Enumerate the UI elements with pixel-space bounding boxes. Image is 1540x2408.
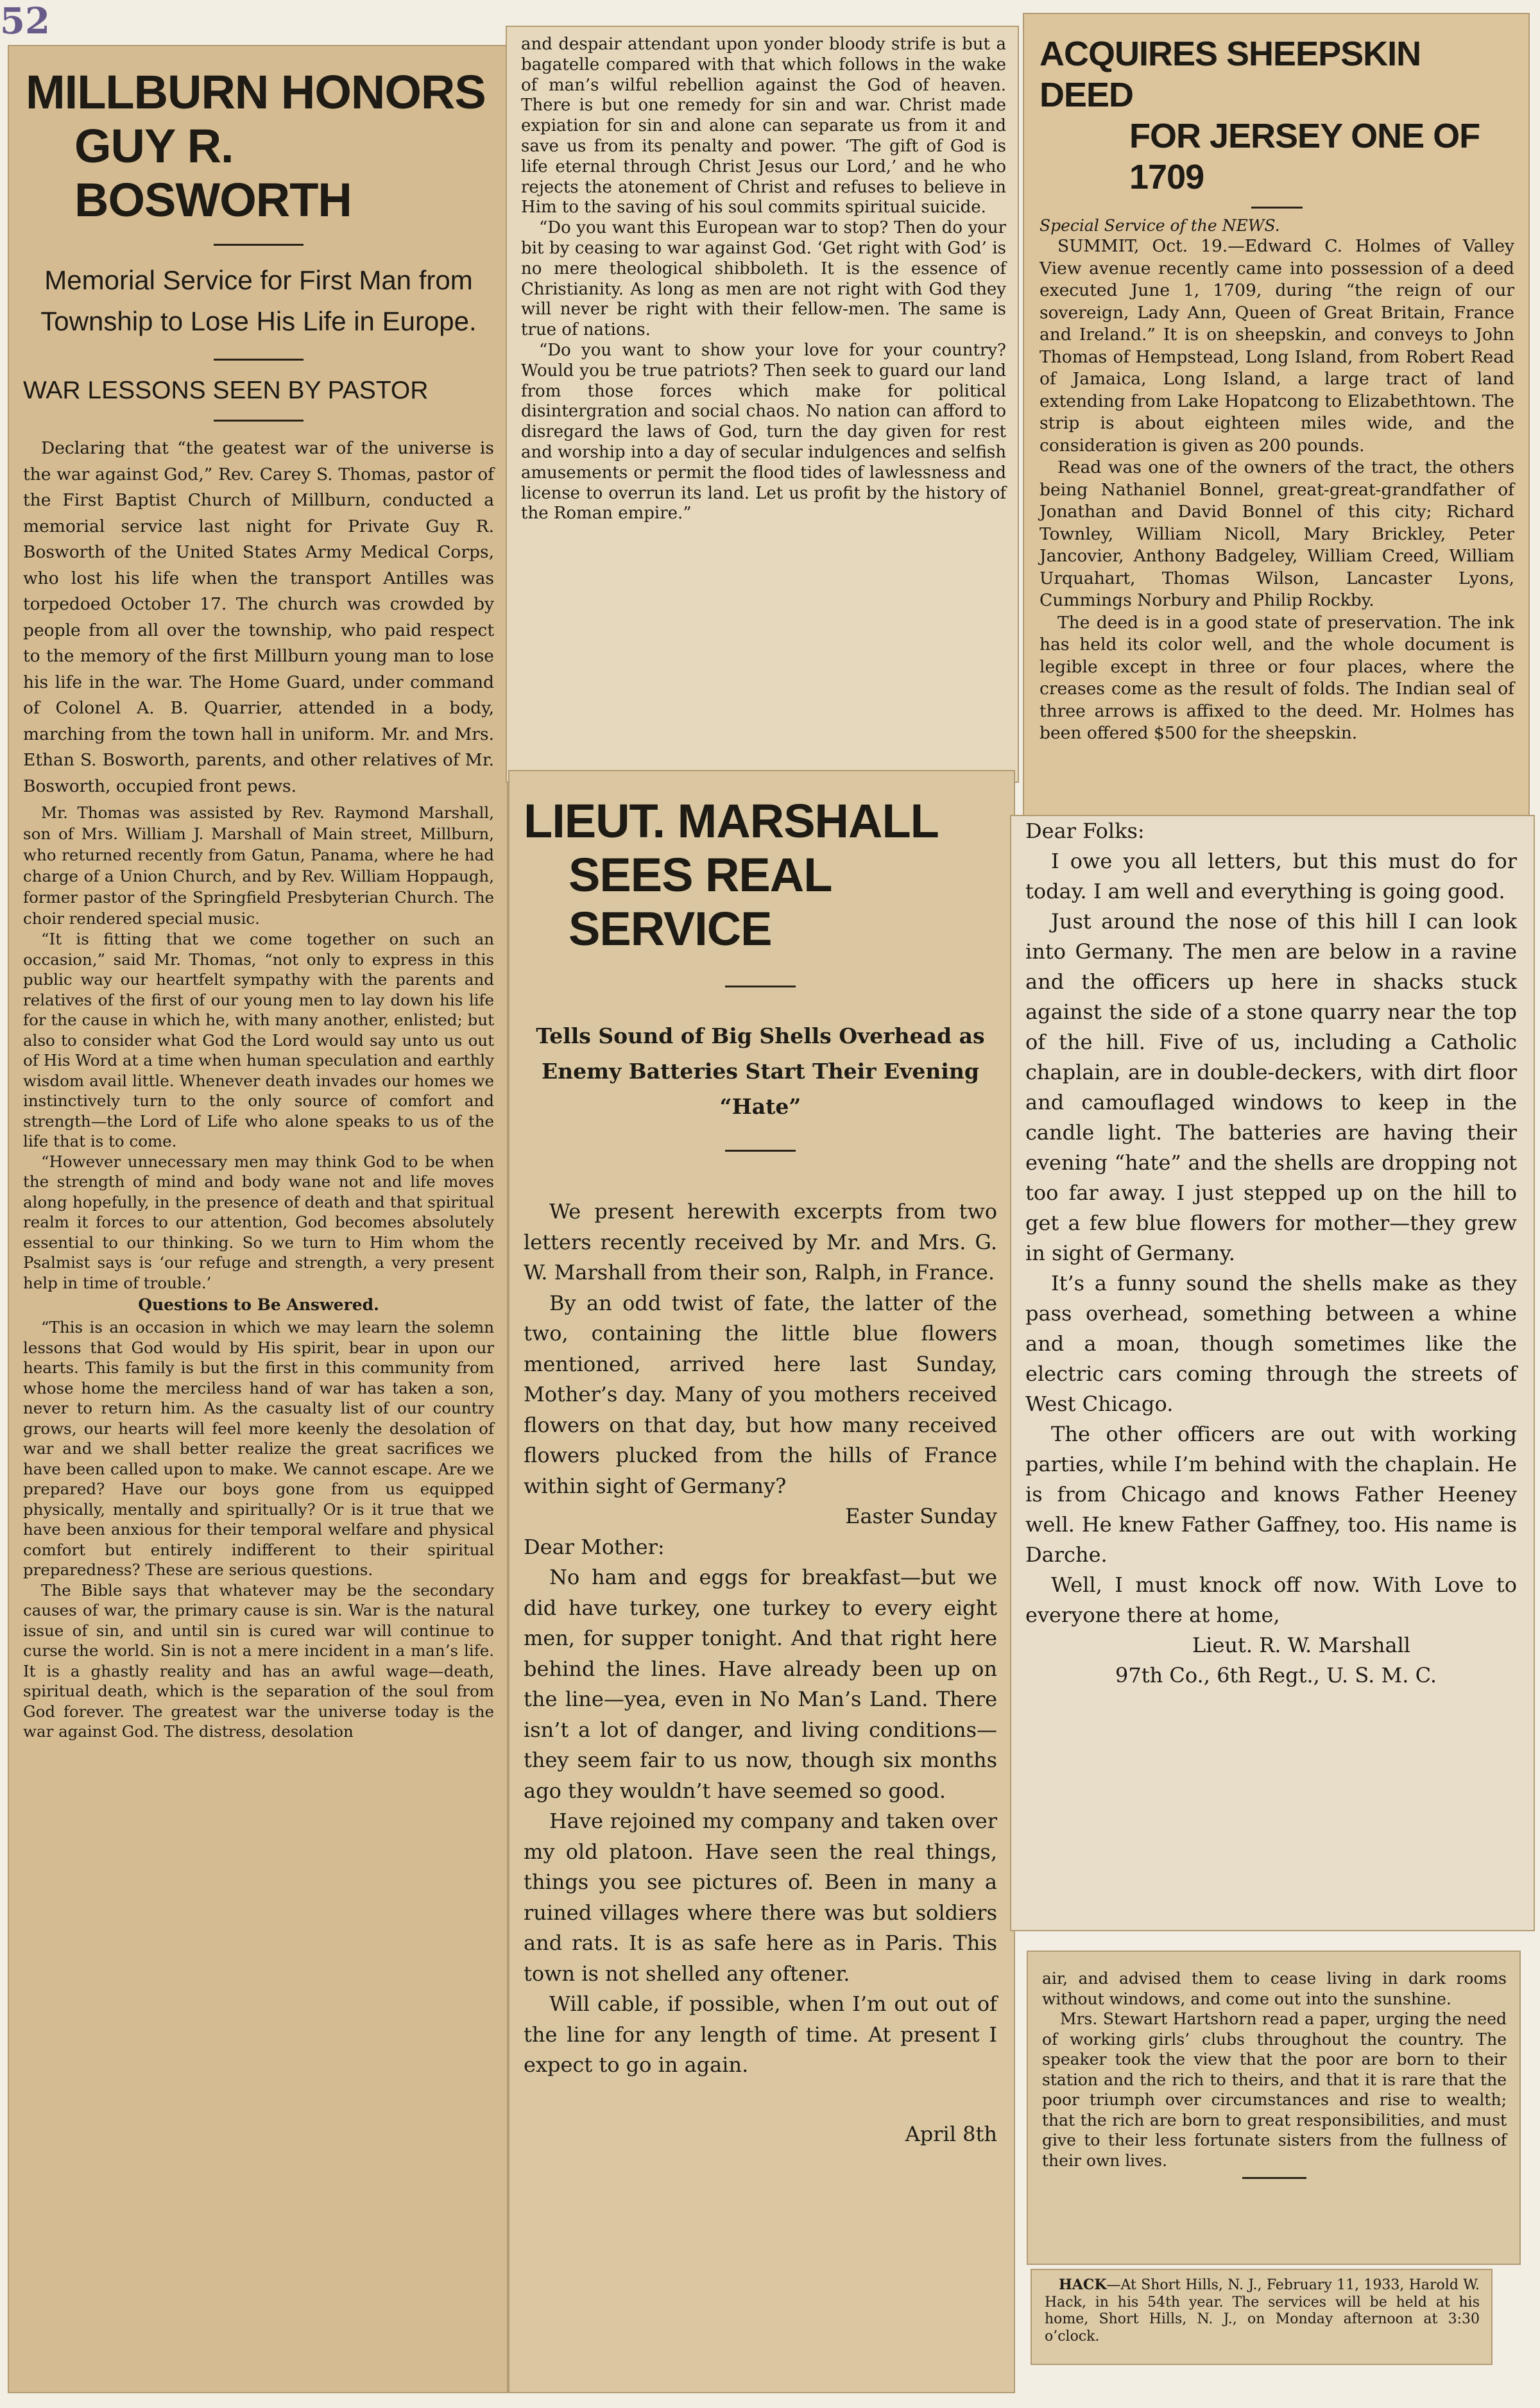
paragraph: By an odd twist of fate, the latter of the two, containing the little blue flowers mentioned, arrived here last Sunday, Mother’s day. Many of you mothers received flowers on that day, but how many received flowers plucked from the hills of France within sight of Germany?	[524, 1290, 997, 1498]
paragraph: and despair attendant upon yonder bloody strife is but a bagatelle compared with that which follows in the wake of man’s wilful rebellion against the God of heaven. There is but one remedy for sin and war. Christ made expiation for sin and alone can separate us from it and save us from its penalty and power. ‘The gift of God is life eternal through Christ Jesus our Lord,’ and he who rejects the atonement of Christ and refuses to believe in Him to the saving of his soul commits spiritual suicide.	[521, 35, 1006, 218]
paragraph: The deed is in a good state of preservation. The ink has held its color well, and the whole document is legible except in three or four places, where the creases come as the result of folds. The Indian seal of three arrows is affixed to the deed. Mr. Holmes has been offered $500 for the sheepskin.	[1040, 612, 1514, 743]
dateline: Easter Sunday	[845, 1504, 997, 1528]
paragraph: Declaring that “the geatest war of the universe is the war against God,” Rev. Carey S. Thomas, pastor of the First Baptist Church of Millburn, conducted a memorial service last night for Private Guy R. Bosworth of the United States Army Medical Corps, who lost his life when the transport Antilles was torpedoed October 17. The church was crowded by people from all over the township, who paid respect to the memory of the first Millburn young man to lose his life in the war. The Home Guard, under command of Colonel A. B. Quarrier, attended in a body, marching from the town hall in uniform. Mr. and Mrs. Ethan S. Bosworth, parents, and other relatives of Mr. Bosworth, occupied front pews.	[23, 438, 494, 796]
questions-subhead: Questions to Be Answered.	[138, 1295, 379, 1314]
divider	[214, 244, 304, 246]
letter2-clipping	[1010, 815, 1535, 1931]
marshall-clipping	[508, 770, 1015, 2393]
divider	[1242, 2177, 1306, 2179]
marshall-deck: Tells Sound of Big Shells Overhead as Enemy Batteries Start Their Evening “Hate”	[536, 1023, 985, 1119]
marshall-headline-line2: SEES REAL SERVICE	[569, 848, 832, 955]
millburn-clipping	[8, 45, 508, 2393]
paragraph: “It is fitting that we come together on such an occasion,” said Mr. Thomas, “not only to express in this public way our heartfelt sympathy with the parents and relatives of the first of our young men to lay down his life for the cause in which he, with many another, enlisted; but also to consider what God the Lord would say unto us out of His Word at a time when human speculation and earthly wisdom avail little. Whenever death invades our homes we instinctively turn to the only source of comfort and strength—the Lord of Life who alone speaks to us of the life that is to come.	[23, 930, 494, 1150]
divider	[214, 420, 304, 422]
paragraph: Mr. Thomas was assisted by Rev. Raymond Marshall, son of Mrs. William J. Marshall of Main street, Millburn, who returned recently from Gatun, Panama, where he had charge of a Union Church, and by Rev. William Hoppaugh, former pastor of the Springfield Presbyterian Church. The choir rendered special music.	[23, 803, 494, 928]
marshall-body	[524, 1197, 997, 2149]
page-number: 52	[0, 0, 50, 42]
clubs-clipping	[1027, 1951, 1521, 2265]
unit: 97th Co., 6th Regt., U. S. M. C.	[1115, 1663, 1437, 1687]
paragraph: Will cable, if possible, when I’m out out of the line for any length of time. At present I expect to go in again.	[524, 1992, 997, 2077]
sheepskin-credit: Special Service of the NEWS.	[1040, 216, 1280, 235]
clubs-body	[1042, 1968, 1507, 2171]
hack-clipping	[1031, 2269, 1493, 2365]
sheepskin-headline-line2: FOR JERSEY ONE OF 1709	[1129, 117, 1480, 196]
paragraph: The Bible says that whatever may be the secondary causes of war, the primary cause is sin. War is the natural issue of sin, and until sin is cured war will continue to curse the world. Sin is not a mere incident in a man’s life. It is a ghastly reality and has an awful wage—death, spiritual death, which is the separation of the soul from God forever. The greatest war the universe today is the war against God. The distress, desolation	[23, 1580, 494, 1741]
millburn-body	[23, 436, 494, 1742]
continuation-body	[521, 35, 1006, 524]
marshall-headline-line1: LIEUT. MARSHALL	[524, 794, 939, 848]
paragraph: Mrs. Stewart Hartshorn read a paper, urging the need of working girls’ clubs throughout the country. The speaker took the view that the poor are born to their station and the rich to theirs, and that it is rare that the poor triumph over circumstances and rise to wealth; that the rich are born to great responsibilities, and must give to their less fortunate sisters from the fullness of their own lives.	[1042, 2010, 1507, 2170]
paragraph: Read was one of the owners of the tract, the others being Nathaniel Bonnel, great-great-grandfather of Jonathan and David Bonnel of this city; Richard Townley, William Nicoll, Mary Brickley, Peter Jancovier, Anthony Badgeley, William Creed, William Urquahart, Thomas Wilson, Lancaster Lyons, Cummings Norbury and Philip Rockby.	[1040, 457, 1514, 610]
divider	[1251, 207, 1303, 209]
divider	[214, 359, 304, 361]
paragraph: “This is an occasion in which we may learn the solemn lessons that God would by His spirit, bear in upon our hearts. This family is but the first in this community from whose home the merciless hand of war has taken a son, never to return him. As the casualty list of our country grows, our hearts will feel more keenly the desolation of war and we shall better realize the great sacrifices we have been called upon to make. We cannot escape. Are we prepared? Have our boys gone from us equipped physically, mentally and spiritually? Or is it true that we have been anxious for their temporal welfare and physical comfort but entirely indifferent to their spiritual preparedness? These are serious questions.	[23, 1318, 494, 1579]
sheepskin-body	[1040, 235, 1514, 745]
paragraph: No ham and eggs for breakfast—but we did have turkey, one turkey to every eight men, for supper tonight. And that right here behind the lines. Have already been up on the line—yea, even in No Man’s Land. There isn’t a lot of danger, and living conditions—they seem fair to us now, though six months ago they wouldn’t have seemed so good.	[524, 1565, 997, 1803]
salutation: Dear Mother:	[524, 1534, 665, 1559]
signature: Lieut. R. W. Marshall	[1192, 1633, 1411, 1657]
millburn-subhead: WAR LESSONS SEEN BY PASTOR	[23, 377, 429, 404]
hack-name: HACK	[1059, 2276, 1107, 2293]
paragraph: Well, I must knock off now. With Love to everyone there at home,	[1025, 1573, 1517, 1627]
letter2-body	[1025, 816, 1517, 1691]
paragraph: air, and advised them to cease living in dark rooms without windows, and come out into the sunshine.	[1042, 1969, 1507, 2008]
hack-text: —At Short Hills, N. J., February 11, 1933, Harold W. Hack, in his 54th year. The services will be held at his home, Short Hills, N. J., on Monday afternoon at 3:30 o’clock.	[1045, 2277, 1480, 2344]
divider	[725, 986, 796, 987]
salutation: Dear Folks:	[1025, 819, 1145, 843]
sheepskin-clipping	[1023, 13, 1530, 821]
hack-body	[1045, 2276, 1480, 2345]
sheepskin-headline-line1: ACQUIRES SHEEPSKIN DEED	[1040, 35, 1421, 114]
millburn-deck: Memorial Service for First Man from Township to Lose His Life in Europe.	[40, 265, 477, 336]
paragraph	[1045, 2276, 1480, 2345]
paragraph: Just around the nose of this hill I can look into Germany. The men are below in a ravine and the officers up here in shacks stuck against the side of a stone quarry near the top of the hill. Five of us, including a Catholic chaplain, are in double-deckers, with dirt floor and camouflaged windows to keep in the candle light. The batteries are having their evening “hate” and the shells are dropping not too far away. I just stepped up on the hill to get a few blue flowers for mother—they grew in sight of Germany.	[1025, 909, 1517, 1265]
paragraph: The other officers are out with working parties, while I’m behind with the chaplain. He is from Chicago and knows Father Heeney well. He knew Father Gaffney, too. His name is Darche.	[1025, 1422, 1517, 1567]
paragraph: I owe you all letters, but this must do for today. I am well and everything is going good.	[1025, 849, 1517, 903]
paragraph: “However unnecessary men may think God to be when the strength of mind and body wane not and life moves along hopefully, in the presence of death and that spiritual realm it forces to our attention, God becomes absolutely essential to our thinking. So we turn to Him whom the Psalmist says is ‘our refuge and strength, a very present help in time of trouble.’	[23, 1152, 494, 1292]
paragraph: “Do you want to show your love for your country? Would you be true patriots? Then seek to guard our land from those forces which make for political disintergration and social chaos. No nation can afford to disregard the laws of God, turn the day given for rest and worship into a day of secular indulgences and selfish amusements or permit the flood tides of lawlessness and license to overrun its land. Let us profit by the history of the Roman empire.”	[521, 340, 1006, 524]
millburn-headline-line1: MILLBURN HONORS	[26, 65, 486, 119]
paragraph: It’s a funny sound the shells make as they pass overhead, something between a whine and a moan, though sometimes like the electric cars coming through the streets of West Chicago.	[1025, 1271, 1517, 1416]
divider	[725, 1150, 796, 1152]
millburn-headline-line2: GUY R. BOSWORTH	[74, 119, 352, 226]
paragraph: SUMMIT, Oct. 19.—Edward C. Holmes of Valley View avenue recently came into possession of a deed executed June 1, 1709, during “the reign of our sovereign, Lady Ann, Queen of Great Britain, France and Ireland.” It is on sheepskin, and conveys to John Thomas of Hempstead, Long Island, from Robert Read of Jamaica, Long Island, a large tract of land extending from Lake Hopatcong to Elizabethtown. The strip is about eighteen miles wide, and the consideration is given as 200 pounds.	[1040, 236, 1514, 456]
paragraph: Have rejoined my company and taken over my old platoon. Have seen the real things, things you see pictures of. Been in many a ruined villages where there was but soldiers and rats. It is as safe here as in Paris. This town is not shelled any oftener.	[524, 1809, 997, 1986]
continuation-clipping	[506, 26, 1019, 783]
paragraph: We present herewith excerpts from two letters recently received by Mr. and Mrs. G. W. Marshall from their son, Ralph, in France.	[524, 1199, 997, 1285]
dateline: April 8th	[905, 2121, 997, 2146]
paragraph: “Do you want this European war to stop? Then do your bit by ceasing to war against God. ‘Get right with God’ is no mere theological shibboleth. It is the essence of Christianity. As long as men are not right with God they will never be right with their fellow-men. The same is true of nations.	[521, 218, 1006, 340]
